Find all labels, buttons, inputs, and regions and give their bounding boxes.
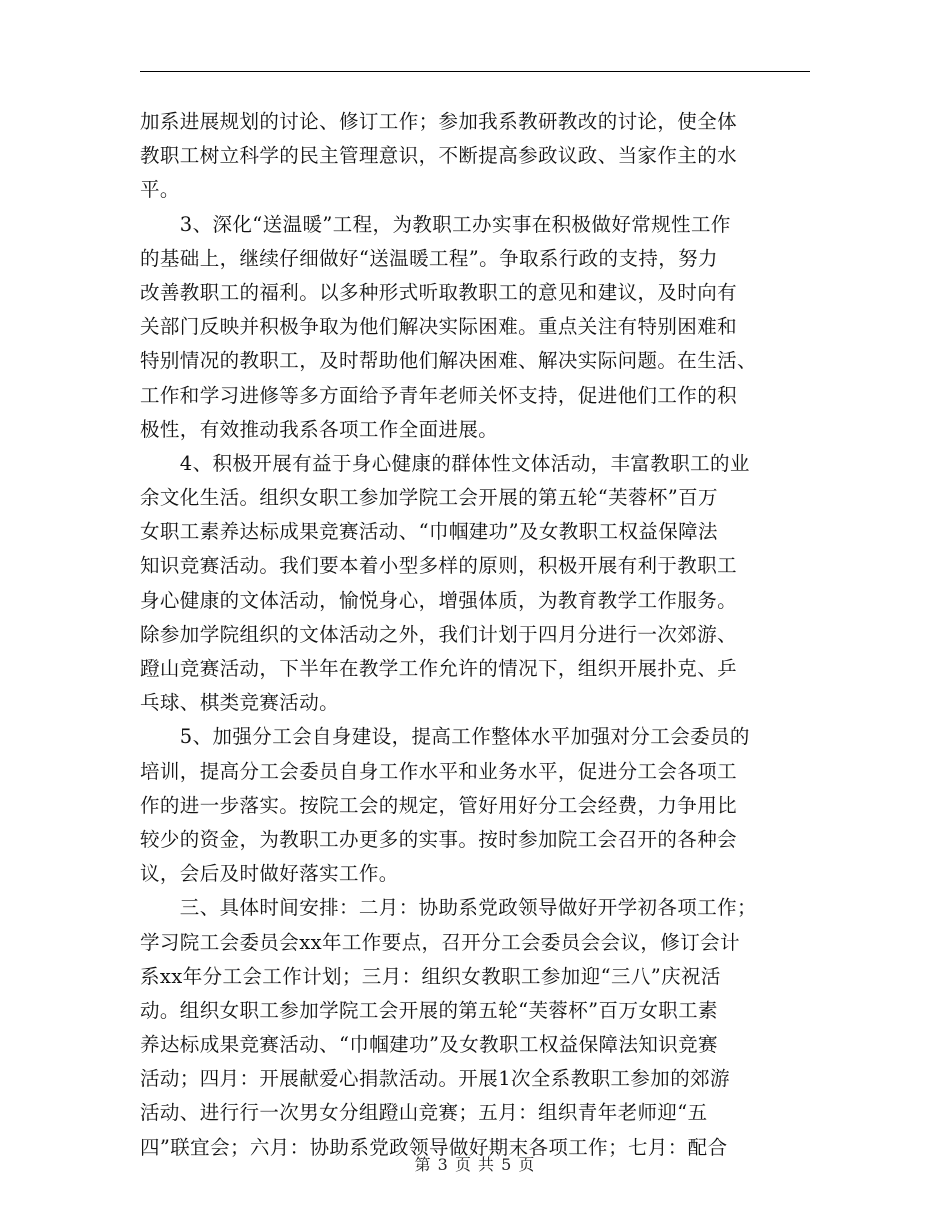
text-line: 3、深化“送温暖”工程，为教职工办实事在积极做好常规性工作	[140, 212, 731, 236]
text-line: 的基础上，继续仔细做好“送温暖工程”。争取系行政的支持，努力	[140, 246, 718, 270]
text-line: 乓球、棋类竞赛活动。	[140, 691, 340, 715]
text-line: 改善教职工的福利。以多种形式听取教职工的意见和建议，及时向有	[140, 280, 738, 304]
text-line: 知识竞赛活动。我们要本着小型多样的原则，积极开展有利于教职工	[140, 554, 738, 578]
text-line: 5、加强分工会自身建设，提高工作整体水平加强对分工会委员的	[140, 725, 750, 749]
text-line: 较少的资金，为教职工办更多的实事。按时参加院工会召开的各种会	[140, 827, 738, 851]
document-body	[140, 105, 812, 1165]
text-line: 培训，提高分工会委员自身工作水平和业务水平，促进分工会各项工	[140, 759, 738, 783]
text-line: 系xx年分工会工作计划；三月：组织女教职工参加迎“三八”庆祝活	[140, 964, 721, 988]
text-line: 学习院工会委员会xx年工作要点，召开分工会委员会会议，修订会计	[140, 930, 740, 954]
text-line: 特别情况的教职工，及时帮助他们解决困难、解决实际问题。在生活、	[140, 349, 757, 373]
text-line: 动。组织女职工参加学院工会开展的第五轮“芙蓉杯”百万女职工素	[140, 998, 718, 1022]
page-footer: 第 3 页 共 5 页	[414, 1155, 536, 1174]
text-line: 作的进一步落实。按院工会的规定，管好用好分工会经费，力争用比	[140, 793, 738, 817]
text-line: 身心健康的文体活动，愉悦身心，增强体质，为教育教学工作服务。	[140, 588, 738, 612]
text-line: 加系进展规划的讨论、修订工作；参加我系教研教改的讨论，使全体	[140, 110, 738, 133]
text-line: 三、具体时间安排：二月：协助系党政领导做好开学初各项工作；	[140, 896, 757, 920]
text-line: 平。	[140, 178, 180, 202]
text-line: 蹬山竞赛活动，下半年在教学工作允许的情况下，组织开展扑克、乒	[140, 657, 738, 680]
text-line: 教职工树立科学的民主管理意识，不断提高参政议政、当家作主的水	[140, 144, 738, 168]
text-line: 关部门反映并积极争取为他们解决实际困难。重点关注有特别困难和	[140, 315, 738, 339]
text-line: 除参加学院组织的文体活动之外，我们计划于四月分进行一次郊游、	[140, 622, 738, 646]
text-line: 4、积极开展有益于身心健康的群体性文体活动，丰富教职工的业	[140, 451, 750, 475]
text-line: 活动、进行行一次男女分组蹬山竞赛；五月：组织青年老师迎“五	[140, 1101, 708, 1125]
text-line: 余文化生活。组织女职工参加学院工会开展的第五轮“芙蓉杯”百万	[140, 486, 718, 510]
text-line: 养达标成果竞赛活动、“巾帼建功”及女教职工权益保障法知识竞赛	[140, 1033, 718, 1057]
text-line: 工作和学习进修等多方面给予青年老师关怀支持，促进他们工作的积	[140, 383, 738, 407]
text-line: 议，会后及时做好落实工作。	[140, 862, 399, 886]
text-line: 女职工素养达标成果竞赛活动、“巾帼建功”及女教职工权益保障法	[140, 520, 718, 544]
header-rule	[140, 71, 810, 72]
text-line: 活动；四月：开展献爱心捐款活动。开展1次全系教职工参加的郊游	[140, 1067, 730, 1091]
text-line: 极性，有效推动我系各项工作全面进展。	[140, 417, 499, 441]
text-line: 四”联宜会；六月：协助系党政领导做好期末各项工作；七月：配合	[140, 1135, 728, 1159]
